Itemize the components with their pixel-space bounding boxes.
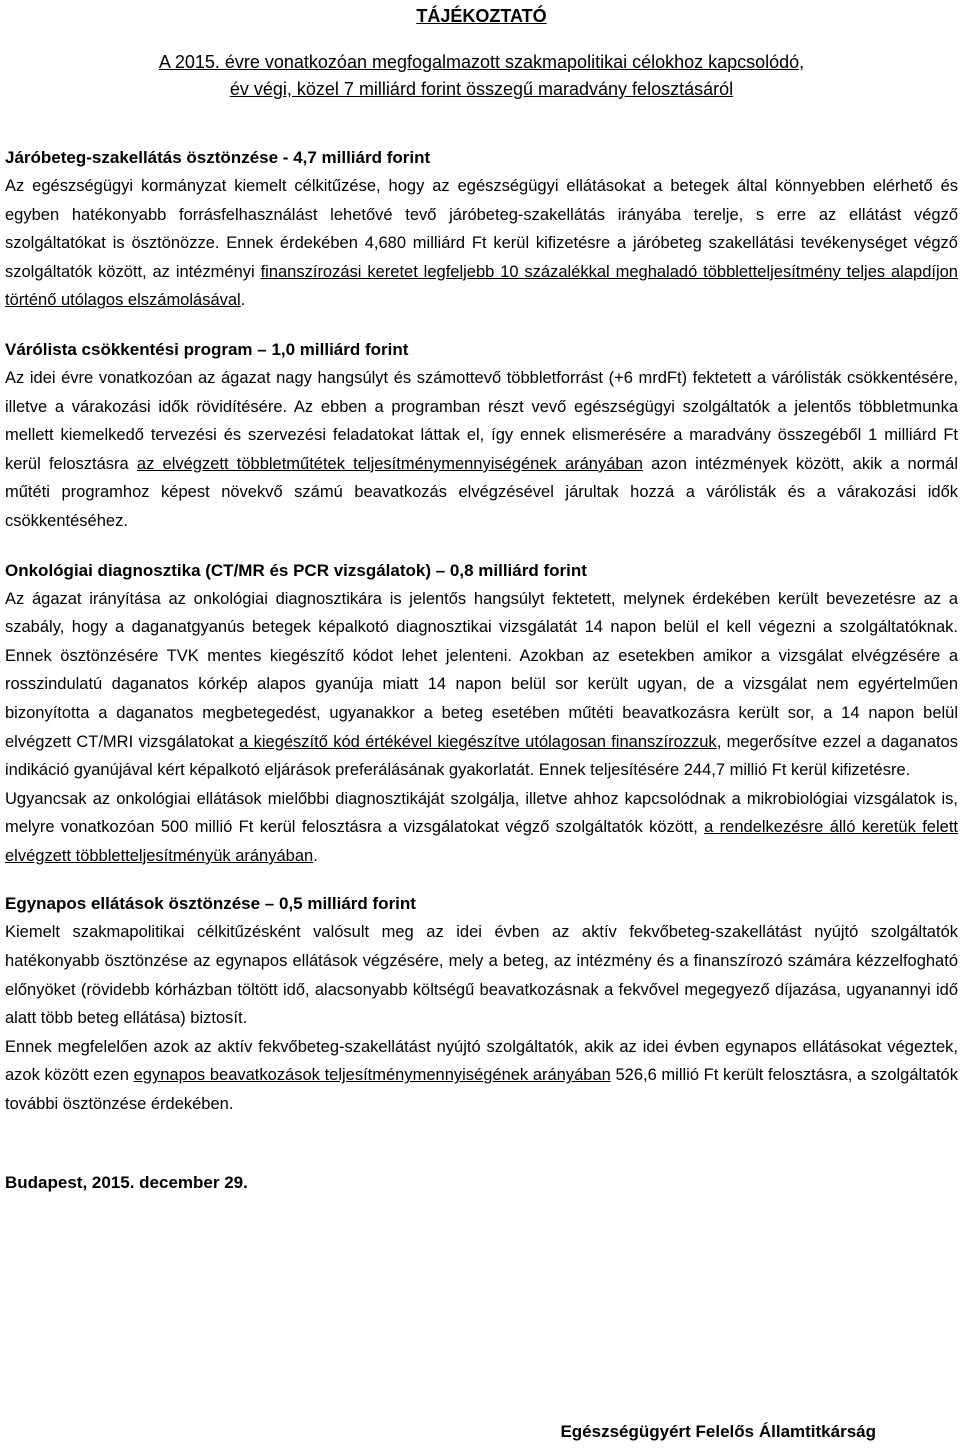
document-title: TÁJÉKOZTATÓ [416,6,547,26]
section-paragraph [5,585,958,785]
paragraph-text: Az idei évre vonatkozóan az ágazat nagy hangsúlyt és számottevő többletforrást (+6 mrdFt) fektetett a várólisták csökkentésére, illetve a várakozási idők rövidítésére. Az ebben a programban részt vevő egészségügyi szolgáltatók a jelentős többletmunka mellett kiemelkedő tervezési és szervezési feladatokat láttak el, így ennek elismerésére a maradvány összegéből 1 milliárd Ft kerül felosztásra [5,368,958,473]
paragraph-underlined-text: finanszírozási keretet legfeljebb 10 százalékkal meghaladó többletteljesítmény teljes alapdíjon történő utólagos elszámolásával [5,262,958,310]
section-heading: Járóbeteg-szakellátás ösztönzése - 4,7 milliárd forint [5,148,431,167]
paragraph-underlined-text: egynapos beavatkozások teljesítménymennyiségének arányában [133,1066,611,1085]
section-heading: Onkológiai diagnosztika (CT/MR és PCR vizsgálatok) – 0,8 milliárd forint [5,560,587,580]
paragraph-underlined-text: az elvégzett többletműtétek teljesítménymennyiségének arányában [136,454,643,473]
document-date: Budapest, 2015. december 29. [5,1172,248,1192]
paragraph-underlined-text: a kiegészítő kód értékével kiegészítve utólagosan finanszírozzuk [239,732,717,751]
paragraph-text: azon intézmények között, akik a normál műtéti programhoz képest növekvő számú beavatkozás elvégzésével járultak hozzá a várólisták és a várakozási idők csökkentéséhez. [5,454,958,530]
section-one-day-care [5,890,958,1118]
signature: Egészségügyért Felelős Államtitkárság [560,1422,876,1441]
section-oncology [5,557,958,871]
paragraph-text: Kiemelt szakmapolitikai célkitűzésként valósult meg az idei évben az aktív fekvőbeteg-szakellátást nyújtó szolgáltatók hatékonyabb ösztönzése az egynapos ellátások végzésére, mely a beteg, az intézmény és a finanszírozó számára kézzelfogható előnyöket (rövidebb kórházban töltött idő, alacsonyabb költségű beavatkozásnak a fekvővel megegyező díjazása, ugyanannyi idő alatt több beteg ellátása) biztosít. [5,923,958,1028]
section-waiting-list [5,336,958,536]
paragraph-text: Az egészségügyi kormányzat kiemelt célkitűzése, hogy az egészségügyi ellátásokat a betegek által könnyebben elérhető és egyben hatékonyabb forrásfelhasználást lehetővé tevő járóbeteg-szakellátás irányába terelje, s erre az ellátást végző szolgáltatókat is ösztönözze. Ennek érdekében 4,680 milliárd Ft kerül kifizetésre a járóbeteg szakellátási tevékenységet végző szolgáltatók között, az intézményi [5,177,958,281]
paragraph-text: , megerősítve ezzel a daganatos indikáció gyanújával kért képalkotó eljárások preferálásának gyakorlatát. Ennek teljesítésére 244,7 millió Ft kerül kifizetésre. [5,732,959,780]
section-heading: Egynapos ellátások ösztönzése – 0,5 milliárd forint [5,894,416,914]
paragraph-text: Ennek megfelelően azok az aktív fekvőbeteg-szakellátást nyújtó szolgáltatók, akik az idei évben egynapos ellátásokat végeztek, azok között ezen [5,1037,958,1085]
paragraph-underlined-text: a rendelkezésre álló keretük felett elvégzett többletteljesítményük arányában [5,818,958,865]
subtitle-line-1: A 2015. évre vonatkozóan megfogalmazott szakmapolitikai célokhoz kapcsolódó, [158,52,805,72]
section-paragraph [5,172,958,315]
paragraph-text: . [313,846,318,865]
section-paragraph [5,1033,958,1119]
section-outpatient [5,144,958,315]
section-paragraph [5,364,958,536]
section-heading: Várólista csökkentési program – 1,0 milliárd forint [5,339,409,359]
section-paragraph [5,785,958,871]
paragraph-text: . [240,291,246,310]
document-subtitle [5,49,958,103]
paragraph-text: Az ágazat irányítása az onkológiai diagnosztikára is jelentős hangsúlyt fektetett, melynek érdekében került bevezetésre az a szabály, hogy a daganatgyanús betegek képalkotó diagnosztikai vizsgálatát 14 napon belül el kell végezni a szolgáltatóknak. Ennek ösztönzésére TVK mentes kiegészítő kódot lehet jelenteni. Azokban az esetekben amikor a vizsgálat elvégzésére a rosszindulatú daganatos kórkép alapos gyanúja miatt 14 napon belül sor került ugyan, de a vizsgálat nem egyértelműen bizonyította a daganatos megbetegedést, ugyanakkor a beteg esetében műtéti beavatkozásra került sor, a 14 napon belül elvégzett CT/MRI vizsgálatokat [5,589,958,751]
document-page [5,0,958,1197]
paragraph-text: 526,6 millió Ft került felosztásra, a szolgáltatók további ösztönzése érdekében. [5,1066,958,1114]
paragraph-text: Ugyancsak az onkológiai ellátások mielőbbi diagnosztikáját szolgálja, illetve ahhoz kapcsolódnak a mikrobiológiai vizsgálatok is, melyre vonatkozóan 500 millió Ft kerül felosztásra a vizsgálatokat végző szolgáltatók között, [5,789,958,837]
section-paragraph [5,918,958,1032]
subtitle-line-2: év végi, közel 7 milliárd forint összegű maradvány felosztásáról [229,79,734,99]
